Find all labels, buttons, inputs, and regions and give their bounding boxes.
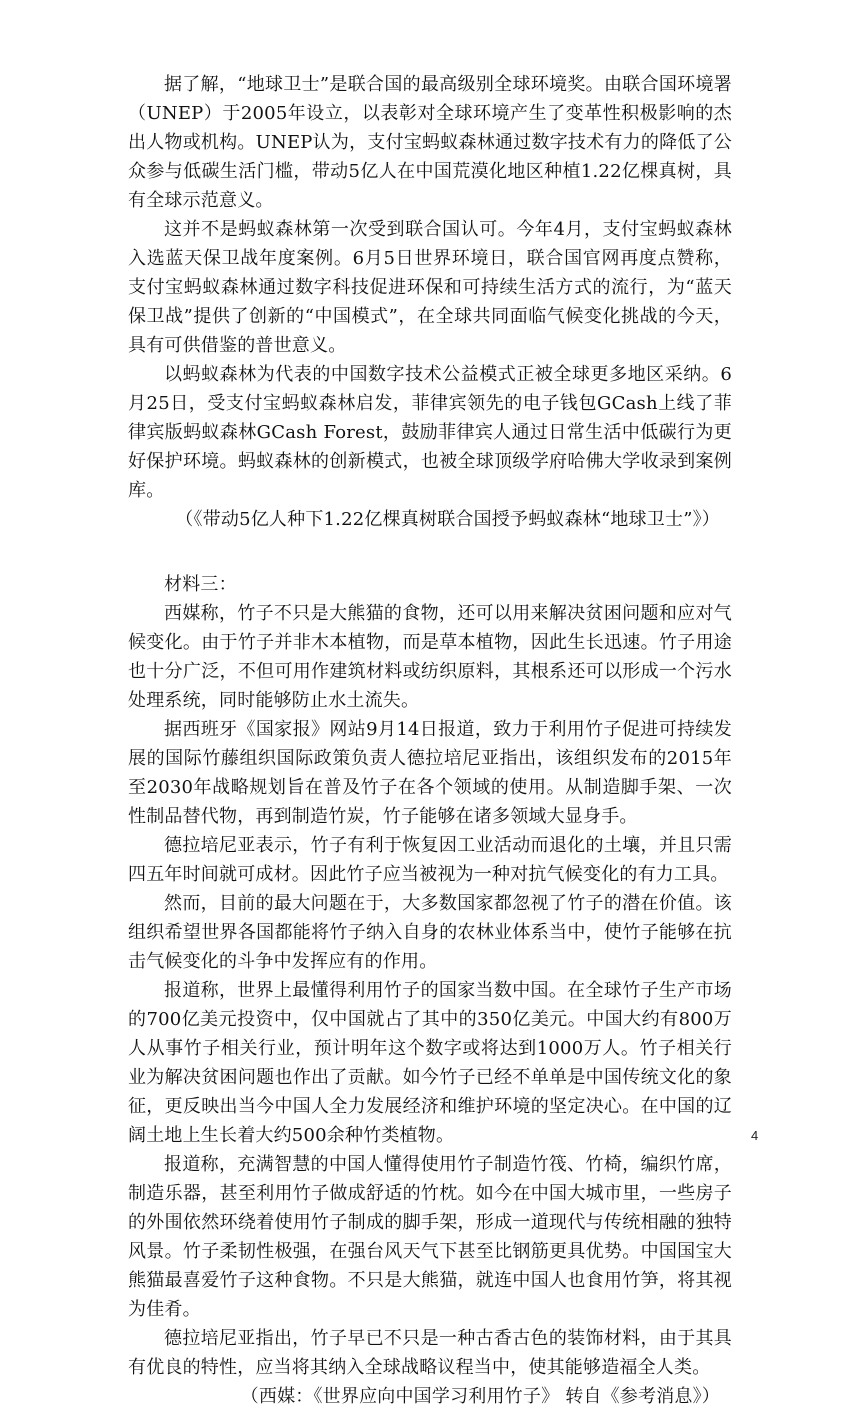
paragraph: 据了解，“地球卫士”是联合国的最高级别全球环境奖。由联合国环境署（UNEP）于2005年设立，以表彰对全球环境产生了变革性积极影响的杰出人物或机构。UNEP认为，支付宝蚂蚁森林通过数字技术有力的降低了公众参与低碳生活门槛，带动5亿人在中国荒漠化地区种植1.22亿棵真树，具有全球示范意义。 (128, 74, 732, 211)
page-number: 4 (751, 1128, 759, 1143)
paragraph: 以蚂蚁森林为代表的中国数字技术公益模式正被全球更多地区采纳。6月25日，受支付宝蚂蚁森林启发，菲律宾领先的电子钱包GCash上线了菲律宾版蚂蚁森林GCash Forest，鼓励菲律宾人通过日常生活中低碳行为更好保护环境。蚂蚁森林的创新模式，也被全球顶级学府哈佛大学收录到案例库。 (128, 364, 732, 501)
paragraph: 德拉培尼亚表示，竹子有利于恢复因工业活动而退化的土壤，并且只需四五年时间就可成材。因此竹子应当被视为一种对抗气候变化的有力工具。 (128, 835, 732, 885)
page-body (128, 70, 732, 1411)
paragraph: 这并不是蚂蚁森林第一次受到联合国认可。今年4月，支付宝蚂蚁森林入选蓝天保卫战年度案例。6月5日世界环境日，联合国官网再度点赞称，支付宝蚂蚁森林通过数字科技促进环保和可持续生活方式的流行，为“蓝天保卫战”提供了创新的“中国模式”，在全球共同面临气候变化挑战的今天，具有可供借鉴的普世意义。 (128, 219, 732, 356)
paragraph: 然而，目前的最大问题在于，大多数国家都忽视了竹子的潜在价值。该组织希望世界各国都能将竹子纳入自身的农林业体系当中，使竹子能够在抗击气候变化的斗争中发挥应有的作用。 (128, 893, 732, 972)
source-citation: （西媒：《世界应向中国学习利用竹子》 转自《参考消息》） (240, 1386, 720, 1407)
paragraph: 德拉培尼亚指出，竹子早已不只是一种古香古色的装饰材料，由于其具有优良的特性，应当将其纳入全球战略议程当中，使其能够造福全人类。 (128, 1328, 732, 1378)
paragraph: 报道称，世界上最懂得利用竹子的国家当数中国。在全球竹子生产市场的700亿美元投资中，仅中国就占了其中的350亿美元。中国大约有800万人从事竹子相关行业，预计明年这个数字或将达到1000万人。竹子相关行业为解决贫困问题也作出了贡献。如今竹子已经不单单是中国传统文化的象征，更反映出当今中国人全力发展经济和维护环境的坚定决心。在中国的辽阔土地上生长着大约500余种竹类植物。 (128, 980, 732, 1146)
paragraph: 据西班牙《国家报》网站9月14日报道，致力于利用竹子促进可持续发展的国际竹藤组织国际政策负责人德拉培尼亚指出，该组织发布的2015年至2030年战略规划旨在普及竹子在各个领域的使用。从制造脚手架、一次性制品替代物，再到制造竹炭，竹子能够在诸多领域大显身手。 (128, 719, 732, 827)
paragraph: 报道称，充满智慧的中国人懂得使用竹子制造竹筏、竹椅，编织竹席，制造乐器，甚至利用竹子做成舒适的竹枕。如今在中国大城市里，一些房子的外围依然环绕着使用竹子制成的脚手架，形成一道现代与传统相融的独特风景。竹子柔韧性极强，在强台风天气下甚至比钢筋更具优势。中国国宝大熊猫最喜爱竹子这种食物。不只是大熊猫，就连中国人也食用竹笋，将其视为佳肴。 (128, 1154, 732, 1320)
section-gap (128, 534, 732, 570)
section-heading: 材料三： (164, 574, 237, 595)
paragraph: 西媒称，竹子不只是大熊猫的食物，还可以用来解决贫困问题和应对气候变化。由于竹子并非木本植物，而是草本植物，因此生长迅速。竹子用途也十分广泛，不但可用作建筑材料或纺织原料，其根系还可以形成一个污水处理系统，同时能够防止水土流失。 (128, 603, 732, 711)
source-citation: （《带动5亿人种下1.22亿棵真树联合国授予蚂蚁森林“地球卫士”》） (175, 509, 720, 530)
